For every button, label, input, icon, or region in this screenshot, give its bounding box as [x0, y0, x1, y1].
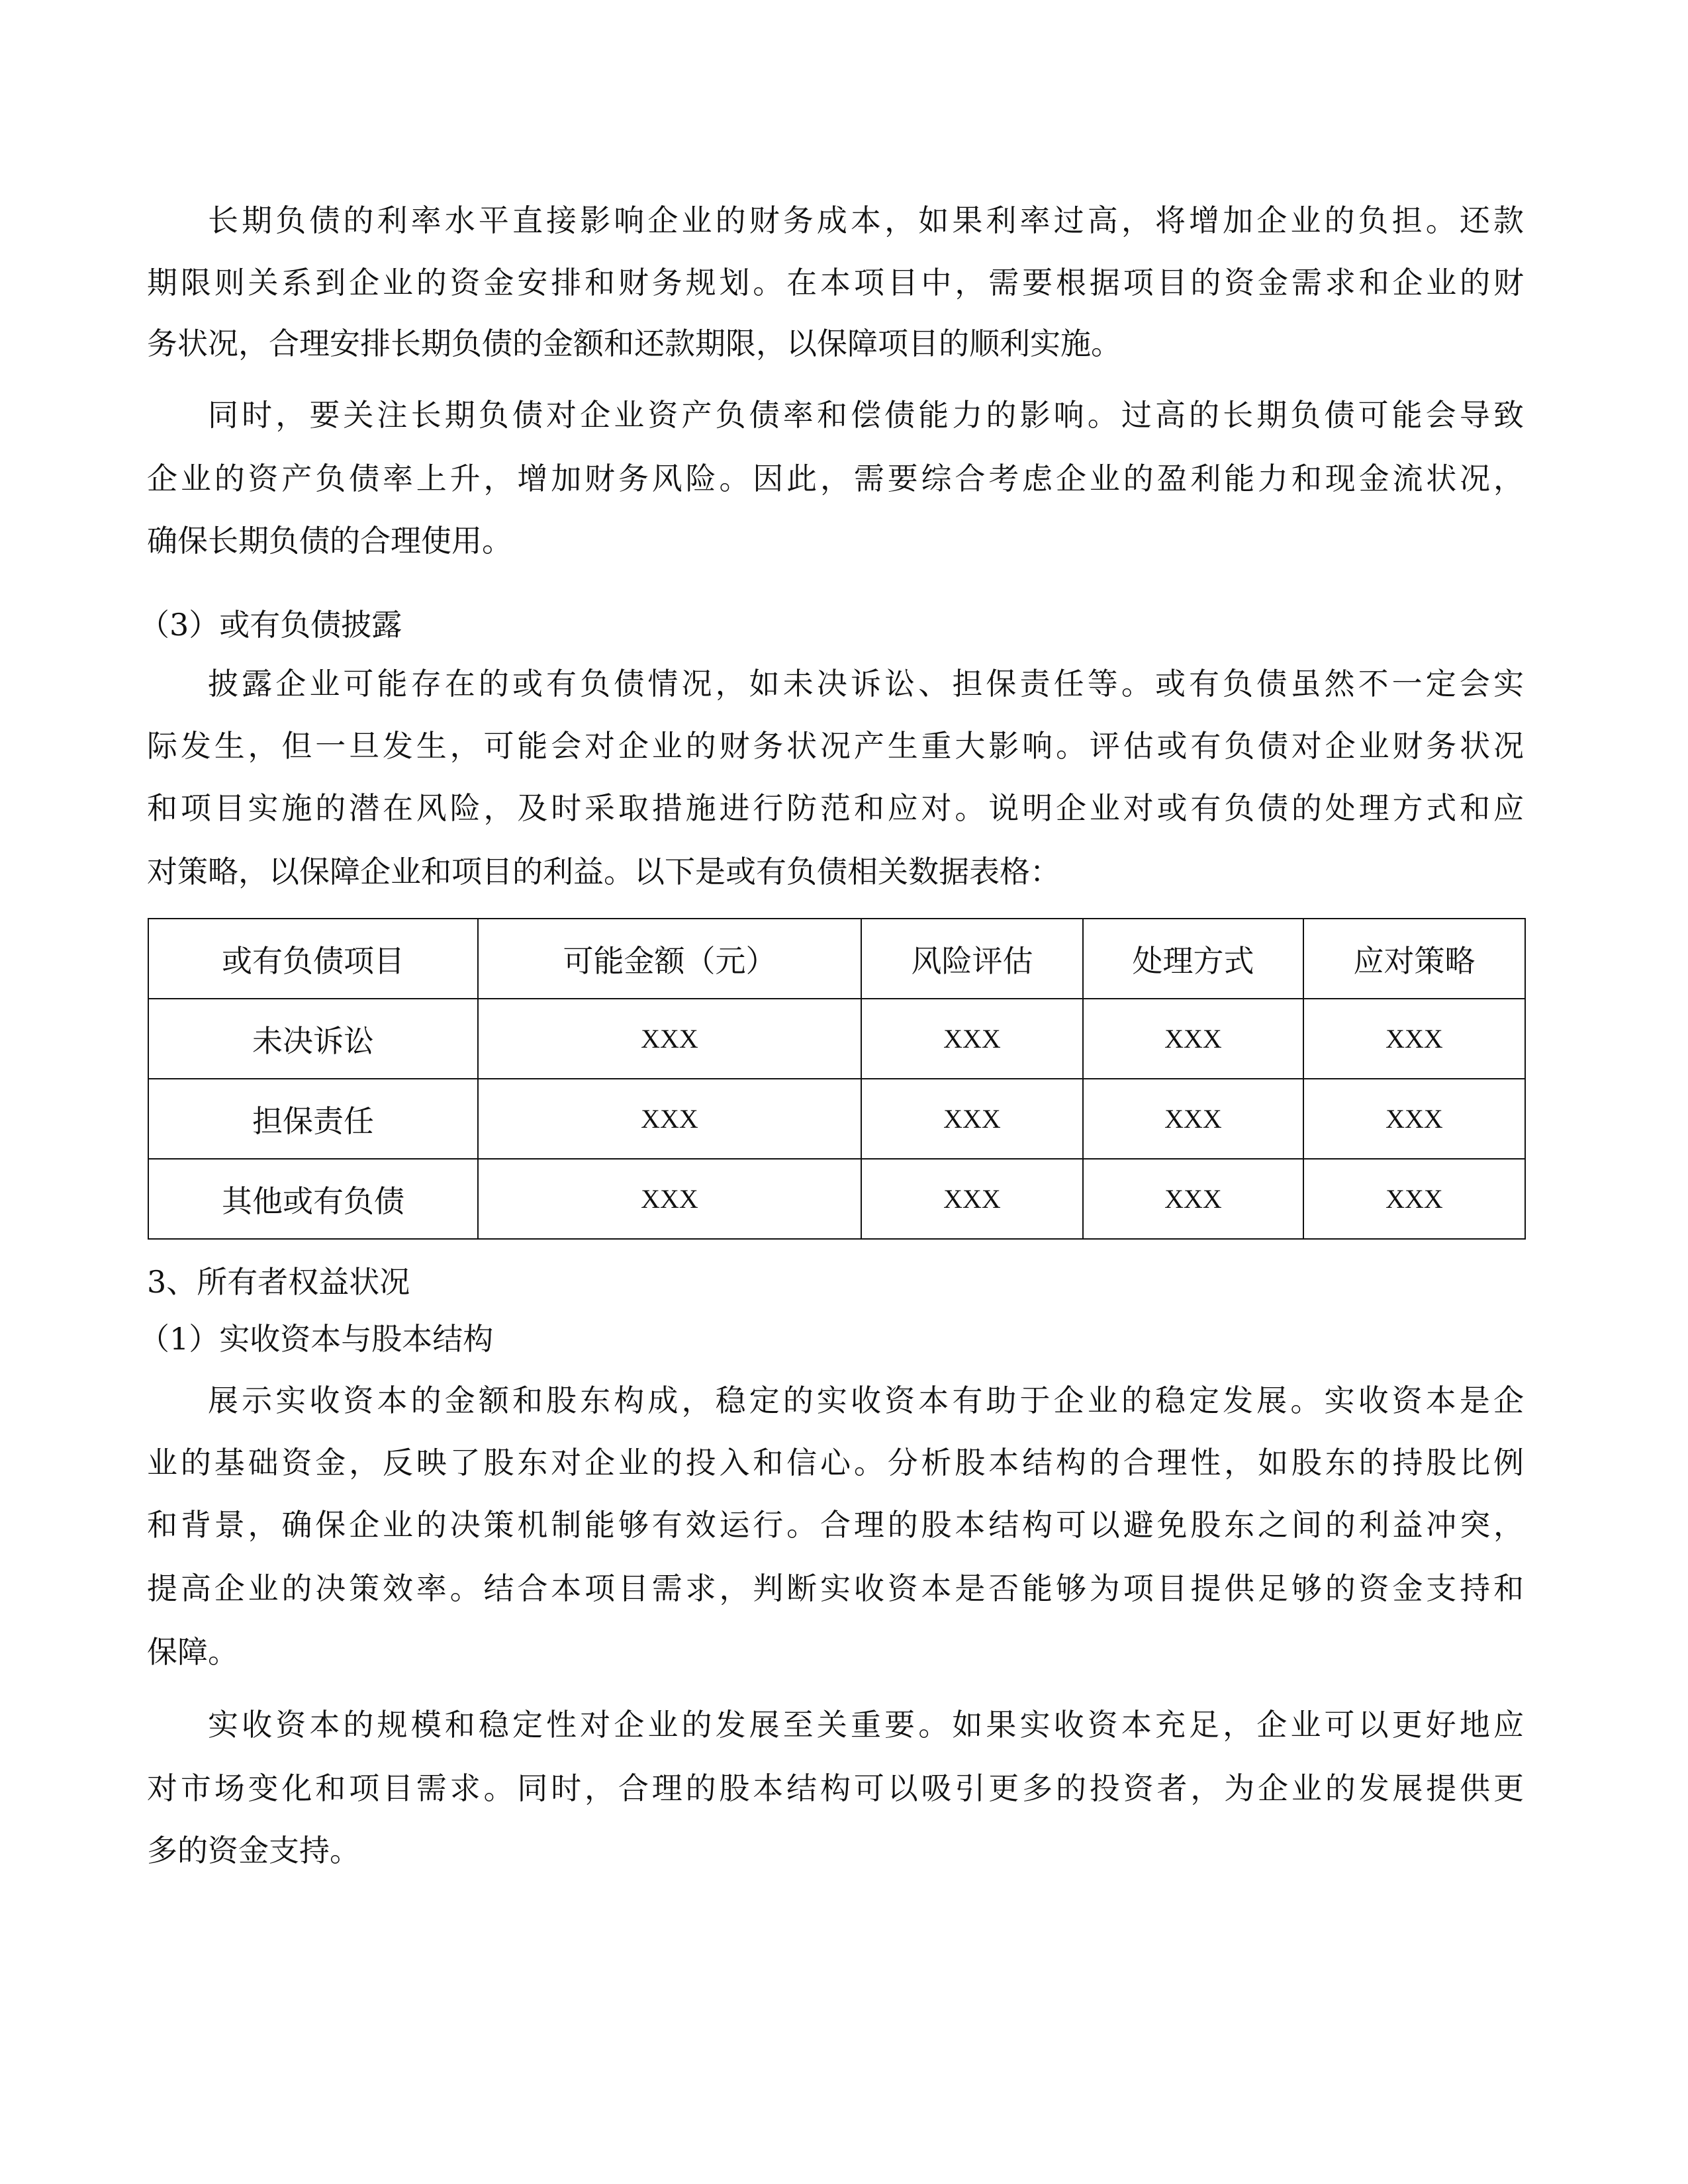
table-cell: 未决诉讼 [148, 999, 478, 1079]
table-cell: 担保责任 [148, 1079, 478, 1159]
table-cell: XXX [478, 1159, 861, 1239]
table-cell: XXX [1303, 1159, 1525, 1239]
header-cell: 或有负债项目 [148, 919, 478, 999]
text-line: 和项目实施的潜在风险，及时采取措施进行防范和应对。说明企业对或有负债的处理方式和应 [147, 790, 1524, 826]
contingent-liabilities-table [148, 918, 1526, 1240]
text-line: 同时，要关注长期负债对企业资产负债率和偿债能力的影响。过高的长期负债可能会导致 [208, 397, 1524, 433]
subheading-paid-in-capital: （1）实收资本与股本结构 [139, 1321, 494, 1357]
table-cell: XXX [478, 1079, 861, 1159]
text-line: 披露企业可能存在的或有负债情况，如未决诉讼、担保责任等。或有负债虽然不一定会实 [208, 666, 1524, 702]
table-cell: XXX [478, 999, 861, 1079]
text-line: 确保长期负债的合理使用。 [147, 523, 512, 559]
table-cell: XXX [1083, 1159, 1303, 1239]
text-line: 企业的资产负债率上升，增加财务风险。因此，需要综合考虑企业的盈利能力和现金流状况， [147, 461, 1524, 496]
text-line: 提高企业的决策效率。结合本项目需求，判断实收资本是否能够为项目提供足够的资金支持和 [147, 1570, 1524, 1606]
header-cell: 应对策略 [1303, 919, 1525, 999]
text-line: 和背景，确保企业的决策机制能够有效运行。合理的股本结构可以避免股东之间的利益冲突， [147, 1507, 1524, 1543]
table-cell: XXX [861, 1079, 1083, 1159]
text-line: 务状况，合理安排长期负债的金额和还款期限，以保障项目的顺利实施。 [147, 326, 1121, 361]
text-line: 实收资本的规模和稳定性对企业的发展至关重要。如果实收资本充足，企业可以更好地应 [208, 1707, 1524, 1743]
text-line: 业的基础资金，反映了股东对企业的投入和信心。分析股本结构的合理性，如股东的持股比例 [147, 1445, 1524, 1480]
subheading-contingent-liabilities: （3）或有负债披露 [139, 607, 402, 643]
table-cell: XXX [1303, 1079, 1525, 1159]
text-line: 际发生，但一旦发生，可能会对企业的财务状况产生重大影响。评估或有负债对企业财务状况 [147, 728, 1524, 764]
table-cell: XXX [861, 999, 1083, 1079]
table-row [148, 1079, 1525, 1159]
table-cell: XXX [861, 1159, 1083, 1239]
text-line: 对策略，以保障企业和项目的利益。以下是或有负债相关数据表格： [147, 854, 1060, 889]
text-line: 长期负债的利率水平直接影响企业的财务成本，如果利率过高，将增加企业的负担。还款 [208, 203, 1524, 238]
table-row [148, 1159, 1525, 1239]
header-cell: 风险评估 [861, 919, 1083, 999]
text-line: 对市场变化和项目需求。同时，合理的股本结构可以吸引更多的投资者，为企业的发展提供更 [147, 1770, 1524, 1806]
section-heading-owners-equity: 3、所有者权益状况 [147, 1264, 410, 1300]
table-cell: 其他或有负债 [148, 1159, 478, 1239]
text-line: 多的资金支持。 [147, 1833, 360, 1868]
table-cell: XXX [1083, 1079, 1303, 1159]
text-line: 期限则关系到企业的资金安排和财务规划。在本项目中，需要根据项目的资金需求和企业的财 [147, 265, 1524, 300]
table-header-row [148, 919, 1525, 999]
table-row [148, 999, 1525, 1079]
table-cell: XXX [1303, 999, 1525, 1079]
header-cell: 处理方式 [1083, 919, 1303, 999]
header-cell: 可能金额（元） [478, 919, 861, 999]
table-cell: XXX [1083, 999, 1303, 1079]
text-line: 保障。 [147, 1634, 238, 1670]
text-line: 展示实收资本的金额和股东构成，稳定的实收资本有助于企业的稳定发展。实收资本是企 [208, 1383, 1524, 1418]
